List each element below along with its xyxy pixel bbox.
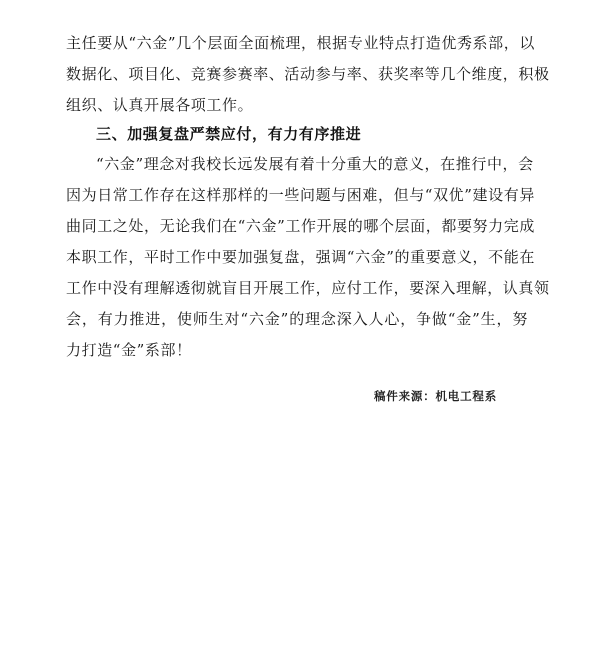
paragraph-line: 组织、认真开展各项工作。 — [66, 96, 254, 114]
paragraph-line: 曲同工之处，无论我们在“六金”工作开展的哪个层面，都要努力完成 — [66, 217, 535, 235]
paragraph-line: 会，有力推进，使师生对“六金”的理念深入人心，争做“金”生，努 — [66, 310, 528, 328]
paragraph-2 — [66, 149, 550, 366]
article-source: 稿件来源：机电工程系 — [374, 389, 497, 403]
paragraph-1 — [66, 28, 550, 121]
paragraph-line: 工作中没有理解透彻就盲目开展工作，应付工作，要深入理解，认真领 — [66, 279, 550, 297]
paragraph-line: 因为日常工作存在这样那样的一些问题与困难，但与“双优”建设有异 — [66, 186, 535, 204]
paragraph-line: “六金”理念对我校长远发展有着十分重大的意义，在推行中，会 — [96, 155, 534, 173]
paragraph-line: 本职工作，平时工作中要加强复盘，强调“六金”的重要意义，不能在 — [66, 248, 535, 266]
paragraph-line: 主任要从“六金”几个层面全面梳理，根据专业特点打造优秀系部，以 — [66, 34, 535, 52]
paragraph-line: 力打造“金”系部！ — [66, 341, 192, 359]
section-heading: 三、加强复盘严禁应付，有力有序推进 — [96, 125, 362, 143]
paragraph-line: 数据化、项目化、竞赛参赛率、活动参与率、获奖率等几个维度，积极 — [66, 65, 550, 83]
